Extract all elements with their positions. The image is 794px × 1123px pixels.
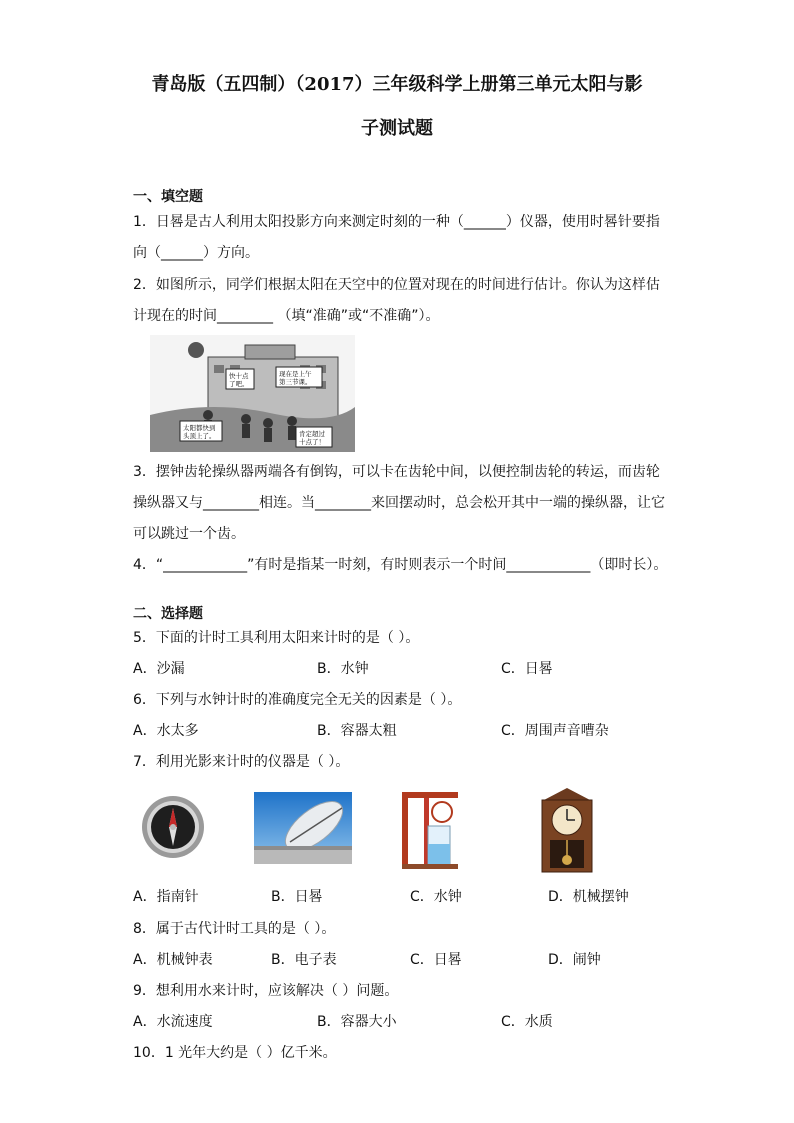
bubble3-text-1: 太阳都快到	[183, 424, 216, 432]
pendulum-clock-image	[534, 786, 600, 874]
question-7: 7．利用光影来计时的仪器是（ ）。	[133, 754, 350, 770]
question-2-line2: 计现在的时间________ （填“准确”或“不准确”）。	[133, 308, 440, 324]
question-3-line3: 可以跳过一个齿。	[133, 526, 245, 542]
question-2-line1: 2．如图所示，同学们根据太阳在天空中的位置对现在的时间进行估计。你认为这样估	[133, 277, 660, 293]
question-5-option-b: B．水钟	[317, 661, 369, 677]
compass-image	[133, 793, 213, 861]
question-6-option-a: A．水太多	[133, 723, 199, 739]
question-7-option-d: D．机械摆钟	[548, 889, 629, 905]
sun-icon	[188, 342, 204, 358]
section-fill-heading: 一、填空题	[133, 189, 203, 205]
question-9-option-c: C．水质	[501, 1014, 553, 1030]
pendulum-clock-icon	[534, 786, 600, 874]
bubble1-text-2: 了吧。	[229, 380, 249, 388]
document-title-line2: 子测试题	[361, 118, 433, 139]
bubble2-text-2: 第三节课。	[279, 378, 312, 386]
question-5-option-a: A．沙漏	[133, 661, 185, 677]
water-clock-image	[398, 788, 462, 870]
question-7-option-c: C．水钟	[410, 889, 462, 905]
question-5-option-c: C．日晷	[501, 661, 553, 677]
question-3-line2: 操纵器又与________相连。当________来回摆动时，总会松开其中一端的操纵器，让它	[133, 495, 665, 511]
sundial-icon	[254, 792, 352, 864]
question-10: 10．1 光年大约是（ ）亿千米。	[133, 1045, 337, 1061]
question-3-line1: 3．摆钟齿轮操纵器两端各有倒钩，可以卡在齿轮中间，以便控制齿轮的转运，而齿轮	[133, 464, 660, 480]
water-clock-icon	[398, 788, 462, 870]
question-7-option-b: B．日晷	[271, 889, 323, 905]
question-9-option-a: A．水流速度	[133, 1014, 213, 1030]
question-1-line1: 1．日晷是古人利用太阳投影方向来测定时刻的一种（______）仪器，使用时晷针要指	[133, 214, 660, 230]
question-6-option-b: B．容器太粗	[317, 723, 397, 739]
sun-position-cartoon	[150, 335, 355, 452]
question-6: 6．下列与水钟计时的准确度完全无关的因素是（ ）。	[133, 692, 462, 708]
question-9: 9．想利用水来计时，应该解决（ ）问题。	[133, 983, 399, 999]
cartoon-drawing	[150, 335, 355, 452]
question-4-line1: 4．“____________”有时是指某一时刻，有时则表示一个时间____________（即时长）。	[133, 557, 668, 573]
question-8-option-b: B．电子表	[271, 952, 337, 968]
bubble4-text-1: 肯定超过	[299, 430, 325, 438]
question-8-option-c: C．日晷	[410, 952, 462, 968]
question-1-line2: 向（______）方向。	[133, 245, 259, 261]
sundial-image	[254, 792, 352, 864]
question-5: 5．下面的计时工具利用太阳来计时的是（ ）。	[133, 630, 420, 646]
question-8: 8．属于古代计时工具的是（ ）。	[133, 921, 336, 937]
question-8-option-d: D．闹钟	[548, 952, 601, 968]
bubble4-text-2: 十点了！	[299, 438, 325, 446]
question-8-option-a: A．机械钟表	[133, 952, 213, 968]
bubble2-text-1: 现在是上午	[279, 370, 312, 378]
document-title-line1: 青岛版（五四制）（2017）三年级科学上册第三单元太阳与影	[151, 74, 643, 95]
question-7-option-a: A．指南针	[133, 889, 199, 905]
question-9-option-b: B．容器大小	[317, 1014, 397, 1030]
bubble1-text-1: 快十点	[229, 372, 249, 380]
compass-icon	[133, 793, 213, 861]
question-6-option-c: C．周围声音嘈杂	[501, 723, 609, 739]
bubble3-text-2: 头顶上了。	[183, 432, 216, 440]
section-choice-heading: 二、选择题	[133, 606, 203, 622]
